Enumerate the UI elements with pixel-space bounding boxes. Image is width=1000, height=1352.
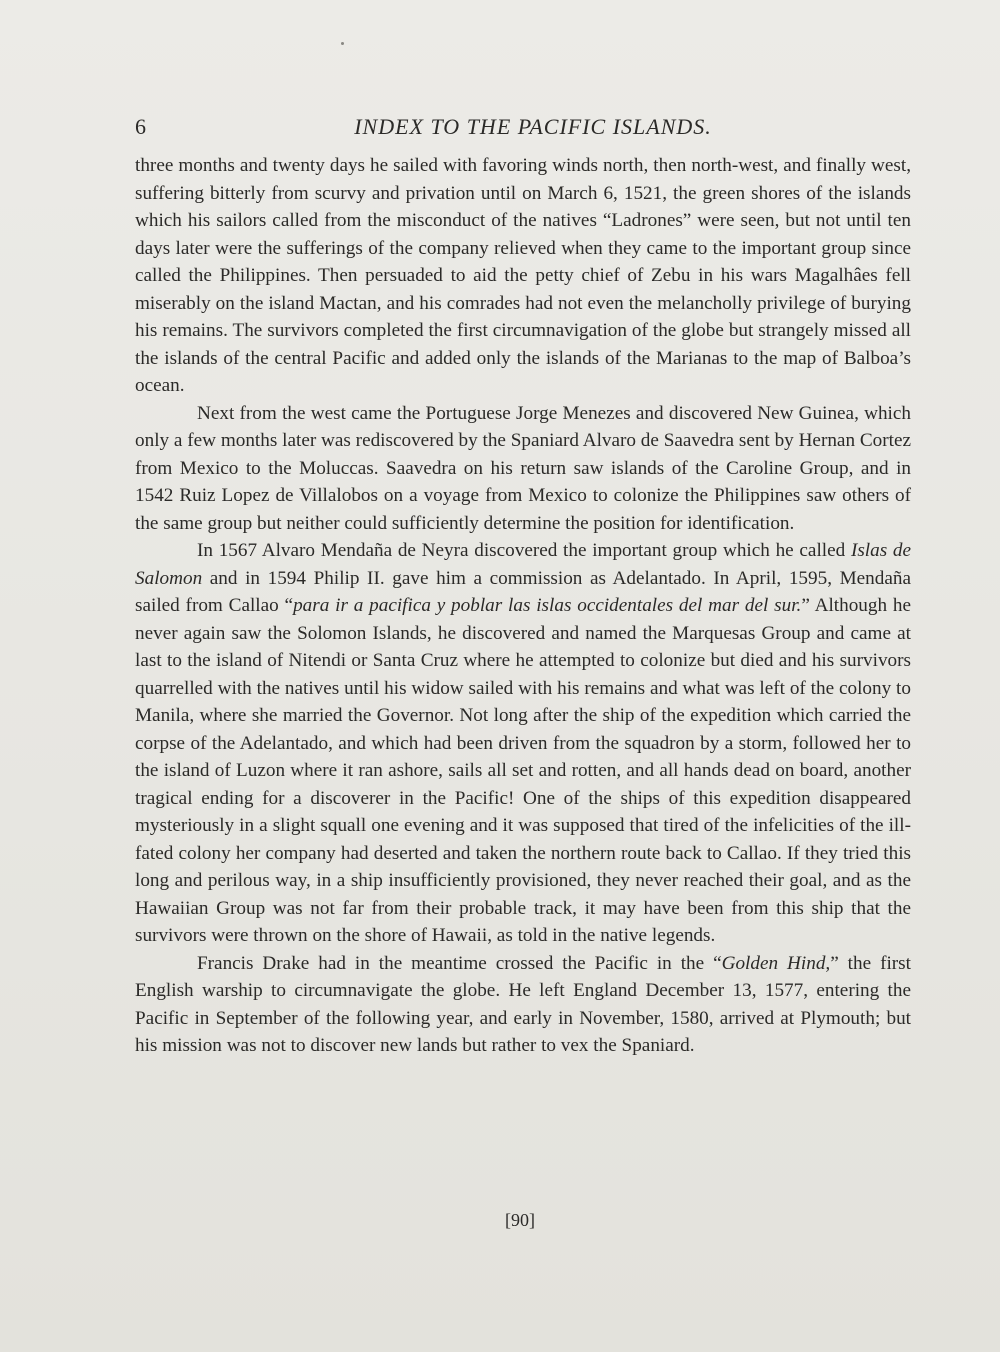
paragraph (135, 152, 911, 400)
paragraph (135, 537, 911, 950)
text-run: Next from the west came the Portuguese Jorge Menezes and discovered New Guinea, which only a few months later was rediscovered by the Spaniard Alvaro de Saavedra sent by Hernan Cortez from Mexico to the Moluccas. Saavedra on his return saw islands of the Caroline Group, and in 1542 Ruiz Lopez de Villalobos on a voyage from Mexico to colonize the Philippines saw others of the same group but neither could sufficiently determine the position for identification. (135, 402, 911, 534)
body-text (135, 152, 911, 1060)
text-run: ” Although he never again saw the Solomon Islands, he discovered and named the Marquesas Group and came at last to the island of Nitendi or Santa Cruz where he attempted to colonize but died and his survivors quarrelled with the natives until his widow sailed with his remains and what was left of the colony to Manila, where she married the Governor. Not long after the ship of the expedition which carried the corpse of the Adelantado, and which had been driven from the squadron by a storm, followed her to the island of Luzon where it ran ashore, sails all set and rotten, and all hands dead on board, another tragical ending for a discoverer in the Pacific! One of the ships of this expedition disappeared mysteriously in a slight squall one evening and it was supposed that tired of the infelicities of the ill-fated colony her company had deserted and taken the northern route back to Callao. If they tried this long and perilous way, in a ship insufficiently provisioned, they never reached their goal, and as the Hawaiian Group was not far from their probable track, it may have been from this ship that the survivors were thrown on the shore of Hawaii, as told in the native legends. (135, 595, 912, 946)
italic-text: Islas de Salomon (135, 540, 912, 589)
page-header (135, 112, 911, 142)
running-title: INDEX TO THE PACIFIC ISLANDS. (354, 114, 712, 139)
page-number: 6 (135, 114, 146, 139)
text-run: ” the first English warship to circumnavigate the globe. He left England December 13, 1577, entering the Pacific in September of the following year, and early in November, 1580, arrived at Plymouth; but his mission was not to discover new lands but rather to vex the Spaniard. (135, 952, 911, 1056)
text-run: three months and twenty days he sailed with favoring winds north, then north-west, and finally west, suffering bitterly from scurvy and privation until on March 6, 1521, the green shores of the islands which his sailors called from the misconduct of the natives “Ladrones” were seen, but not until ten days later were the sufferings of the company relieved when they came to the important group since called the Philippines. Then persuaded to aid the petty chief of Zebu in his wars Magalhâes fell miserably on the island Mactan, and his comrades had not even the melancholly privilege of burying his remains. The survivors completed the first circumnavigation of the globe but strangely missed all the islands of the central Pacific and added only the islands of the Marianas to the map of Balboa’s ocean. (135, 155, 911, 396)
italic-text: Golden Hind, (721, 952, 831, 974)
italic-text: para ir a pacifica y poblar las islas occidentales del mar del sur. (293, 595, 802, 616)
paragraph (135, 950, 911, 1060)
text-run: In 1567 Alvaro Mendaña de Neyra discovered the important group which he called (197, 540, 851, 561)
text-run: and in 1594 Philip II. gave him a commission as Adelantado. In April, 1595, Mendaña sailed from Callao “ (135, 567, 911, 616)
folio-number: [90] (505, 1210, 535, 1230)
speck (341, 42, 344, 45)
text-run: Francis Drake had in the meantime crossed the Pacific in the “ (197, 952, 722, 974)
paragraph (135, 400, 911, 538)
